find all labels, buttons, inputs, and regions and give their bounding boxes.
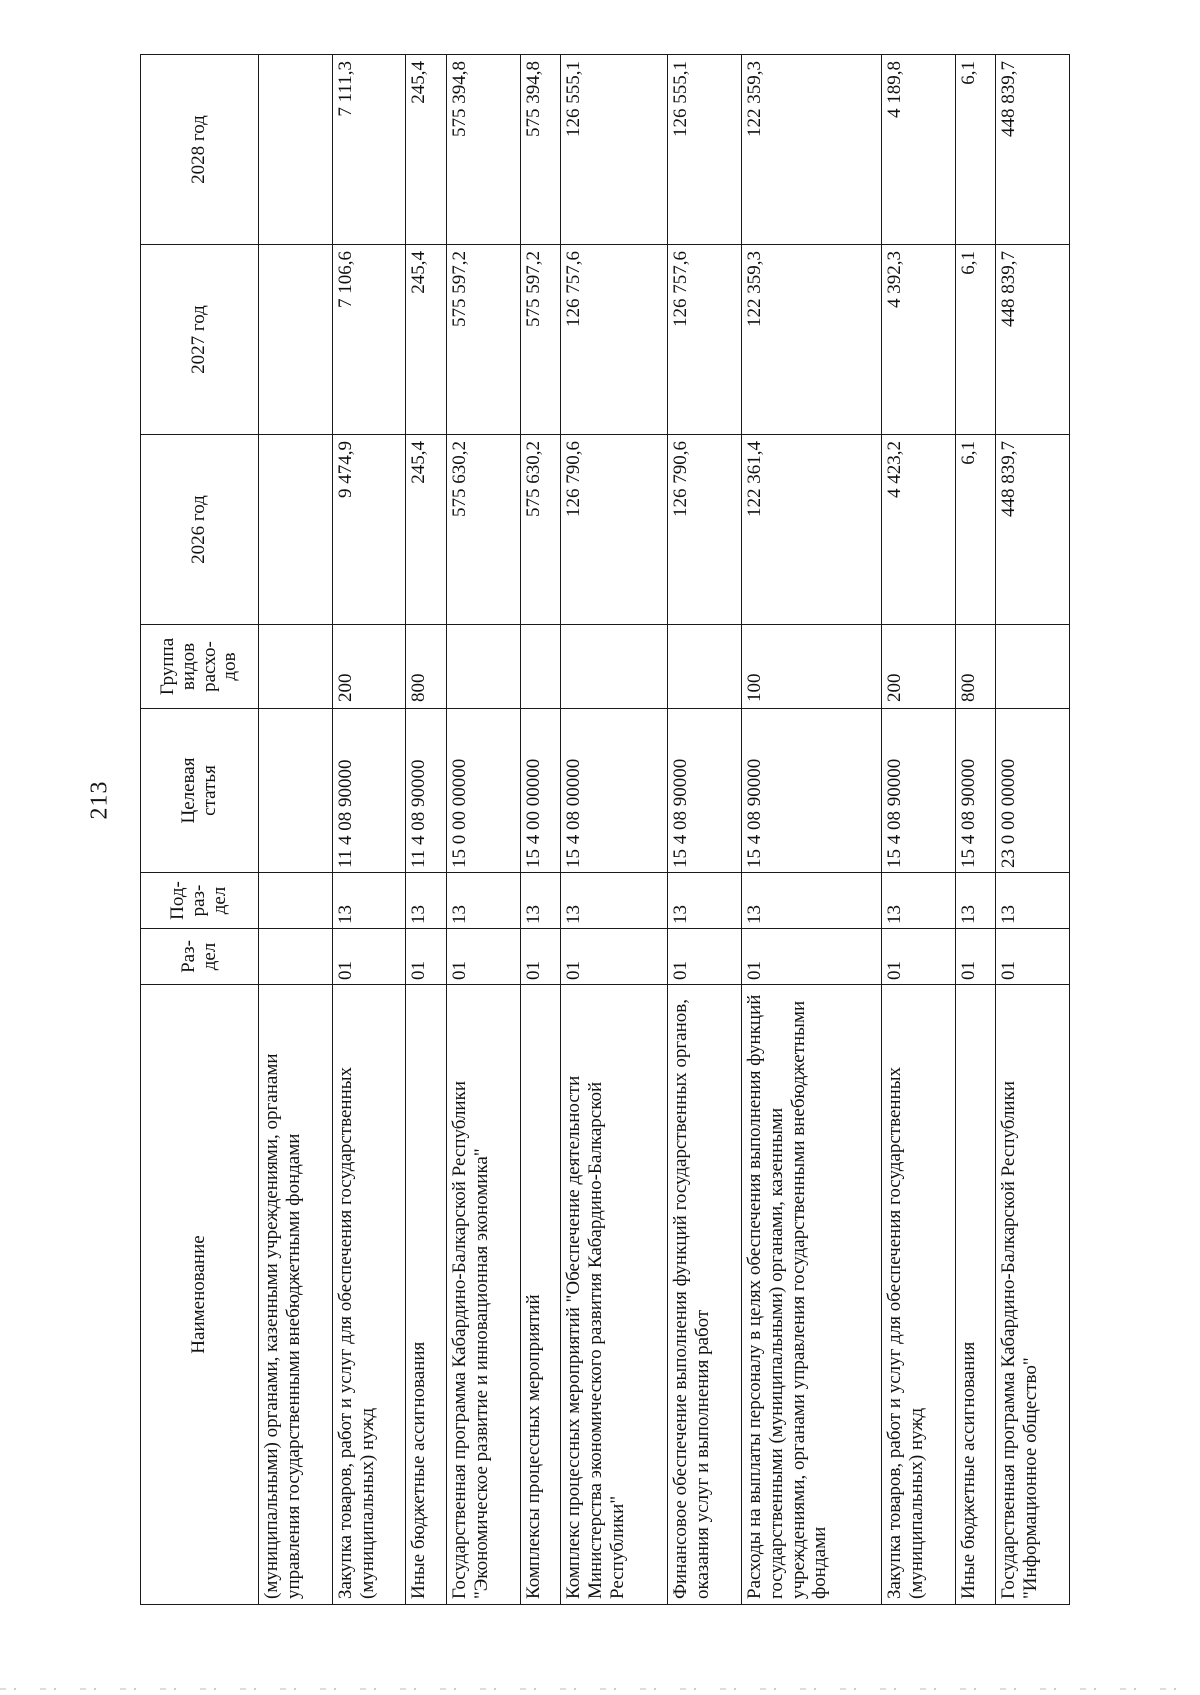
row-year-2027: 448 839,7 (996, 245, 1070, 435)
row-name: Закупка товаров, работ и услуг для обеспечения государственных (муниципальных) нужд (881, 985, 955, 1605)
row-razdel: 01 (406, 929, 447, 985)
row-group: 800 (955, 625, 996, 709)
row-year-2028: 245,4 (406, 55, 447, 245)
row-razdel: 01 (996, 929, 1070, 985)
row-year-2027: 575 597,2 (447, 245, 521, 435)
header-year-2027: 2027 год (141, 245, 259, 435)
row-year-2028: 7 111,3 (332, 55, 406, 245)
row-name: Комплексы процессных мероприятий (520, 985, 561, 1605)
row-article: 15 4 08 90000 (881, 709, 955, 873)
row-name: Иные бюджетные ассигнования (955, 985, 996, 1605)
row-year-2026: 126 790,6 (561, 435, 668, 625)
row-year-2026: 575 630,2 (520, 435, 561, 625)
row-article: 11 4 08 90000 (406, 709, 447, 873)
row-year-2026: 4 423,2 (881, 435, 955, 625)
row-group (259, 625, 333, 709)
row-podrazdel: 13 (955, 873, 996, 929)
row-podrazdel: 13 (881, 873, 955, 929)
row-year-2027: 126 757,6 (561, 245, 668, 435)
header-year-2026: 2026 год (141, 435, 259, 625)
header-name: Наименование (141, 985, 259, 1605)
row-year-2028: 448 839,7 (996, 55, 1070, 245)
row-year-2027: 122 359,3 (741, 245, 881, 435)
row-group (561, 625, 668, 709)
page-number: 213 (86, 780, 113, 820)
row-year-2027: 6,1 (955, 245, 996, 435)
table-row (955, 55, 996, 1605)
table-row (561, 55, 668, 1605)
budget-table (140, 54, 1070, 1605)
row-razdel: 01 (561, 929, 668, 985)
row-group (447, 625, 521, 709)
row-podrazdel: 13 (561, 873, 668, 929)
row-group (520, 625, 561, 709)
table-row (668, 55, 742, 1605)
row-razdel: 01 (520, 929, 561, 985)
row-article: 15 4 08 90000 (955, 709, 996, 873)
row-razdel (259, 929, 333, 985)
row-name: Государственная программа Кабардино-Балкарской Республики "Информационное общество" (996, 985, 1070, 1605)
table-row (406, 55, 447, 1605)
rotated-page-content (140, 55, 1070, 1605)
row-year-2027: 7 106,6 (332, 245, 406, 435)
row-group: 200 (881, 625, 955, 709)
table-header-row (141, 55, 259, 1605)
row-year-2027: 575 597,2 (520, 245, 561, 435)
table-row (332, 55, 406, 1605)
row-group (668, 625, 742, 709)
row-razdel: 01 (668, 929, 742, 985)
row-year-2026: 9 474,9 (332, 435, 406, 625)
header-year-2028: 2028 год (141, 55, 259, 245)
row-razdel: 01 (881, 929, 955, 985)
row-year-2027 (259, 245, 333, 435)
row-podrazdel: 13 (447, 873, 521, 929)
row-article (259, 709, 333, 873)
row-razdel: 01 (447, 929, 521, 985)
row-name: (муниципальными) органами, казенными учреждениями, органами управления государственными внебюджетными фондами (259, 985, 333, 1605)
row-year-2026: 6,1 (955, 435, 996, 625)
row-year-2028: 575 394,8 (447, 55, 521, 245)
row-razdel: 01 (332, 929, 406, 985)
row-razdel: 01 (741, 929, 881, 985)
row-year-2027: 4 392,3 (881, 245, 955, 435)
row-podrazdel: 13 (332, 873, 406, 929)
row-year-2028: 122 359,3 (741, 55, 881, 245)
row-name: Государственная программа Кабардино-Балкарской Республики "Экономическое развитие и инновационная экономика" (447, 985, 521, 1605)
row-group (996, 625, 1070, 709)
row-group: 100 (741, 625, 881, 709)
row-year-2028: 126 555,1 (668, 55, 742, 245)
row-year-2028: 6,1 (955, 55, 996, 245)
row-podrazdel: 13 (741, 873, 881, 929)
row-year-2026: 575 630,2 (447, 435, 521, 625)
row-podrazdel (259, 873, 333, 929)
row-name: Иные бюджетные ассигнования (406, 985, 447, 1605)
row-razdel: 01 (955, 929, 996, 985)
row-year-2026: 245,4 (406, 435, 447, 625)
row-group: 200 (332, 625, 406, 709)
table-row (447, 55, 521, 1605)
row-podrazdel: 13 (996, 873, 1070, 929)
scan-edge-noise (0, 1688, 1200, 1690)
header-razdel: Раз- дел (141, 929, 259, 985)
row-year-2026: 122 361,4 (741, 435, 881, 625)
row-article: 15 4 08 90000 (668, 709, 742, 873)
row-article: 23 0 00 00000 (996, 709, 1070, 873)
row-name: Финансовое обеспечение выполнения функций государственных органов, оказания услуг и выполнения работ (668, 985, 742, 1605)
row-year-2028: 4 189,8 (881, 55, 955, 245)
row-article: 15 4 08 90000 (741, 709, 881, 873)
table-row (741, 55, 881, 1605)
row-podrazdel: 13 (520, 873, 561, 929)
table-row (881, 55, 955, 1605)
row-year-2026 (259, 435, 333, 625)
table-row (259, 55, 333, 1605)
header-group: Группа видов расхо- дов (141, 625, 259, 709)
row-year-2027: 126 757,6 (668, 245, 742, 435)
row-name: Комплекс процессных мероприятий "Обеспечение деятельности Министерства экономического развития Кабардино-Балкарской Республики" (561, 985, 668, 1605)
row-year-2027: 245,4 (406, 245, 447, 435)
row-year-2026: 126 790,6 (668, 435, 742, 625)
row-year-2026: 448 839,7 (996, 435, 1070, 625)
row-year-2028 (259, 55, 333, 245)
row-podrazdel: 13 (406, 873, 447, 929)
header-podrazdel: Под- раз- дел (141, 873, 259, 929)
row-year-2028: 126 555,1 (561, 55, 668, 245)
row-group: 800 (406, 625, 447, 709)
row-article: 15 4 08 00000 (561, 709, 668, 873)
row-article: 15 0 00 00000 (447, 709, 521, 873)
row-name: Закупка товаров, работ и услуг для обеспечения государственных (муниципальных) нужд (332, 985, 406, 1605)
header-article: Целевая статья (141, 709, 259, 873)
row-podrazdel: 13 (668, 873, 742, 929)
row-article: 11 4 08 90000 (332, 709, 406, 873)
row-name: Расходы на выплаты персоналу в целях обеспечения выполнения функций государственными (муниципальными) органами, казенными учреждениями, органами управления государственными внебюджетными фондами (741, 985, 881, 1605)
row-article: 15 4 00 00000 (520, 709, 561, 873)
row-year-2028: 575 394,8 (520, 55, 561, 245)
table-row (996, 55, 1070, 1605)
table-row (520, 55, 561, 1605)
